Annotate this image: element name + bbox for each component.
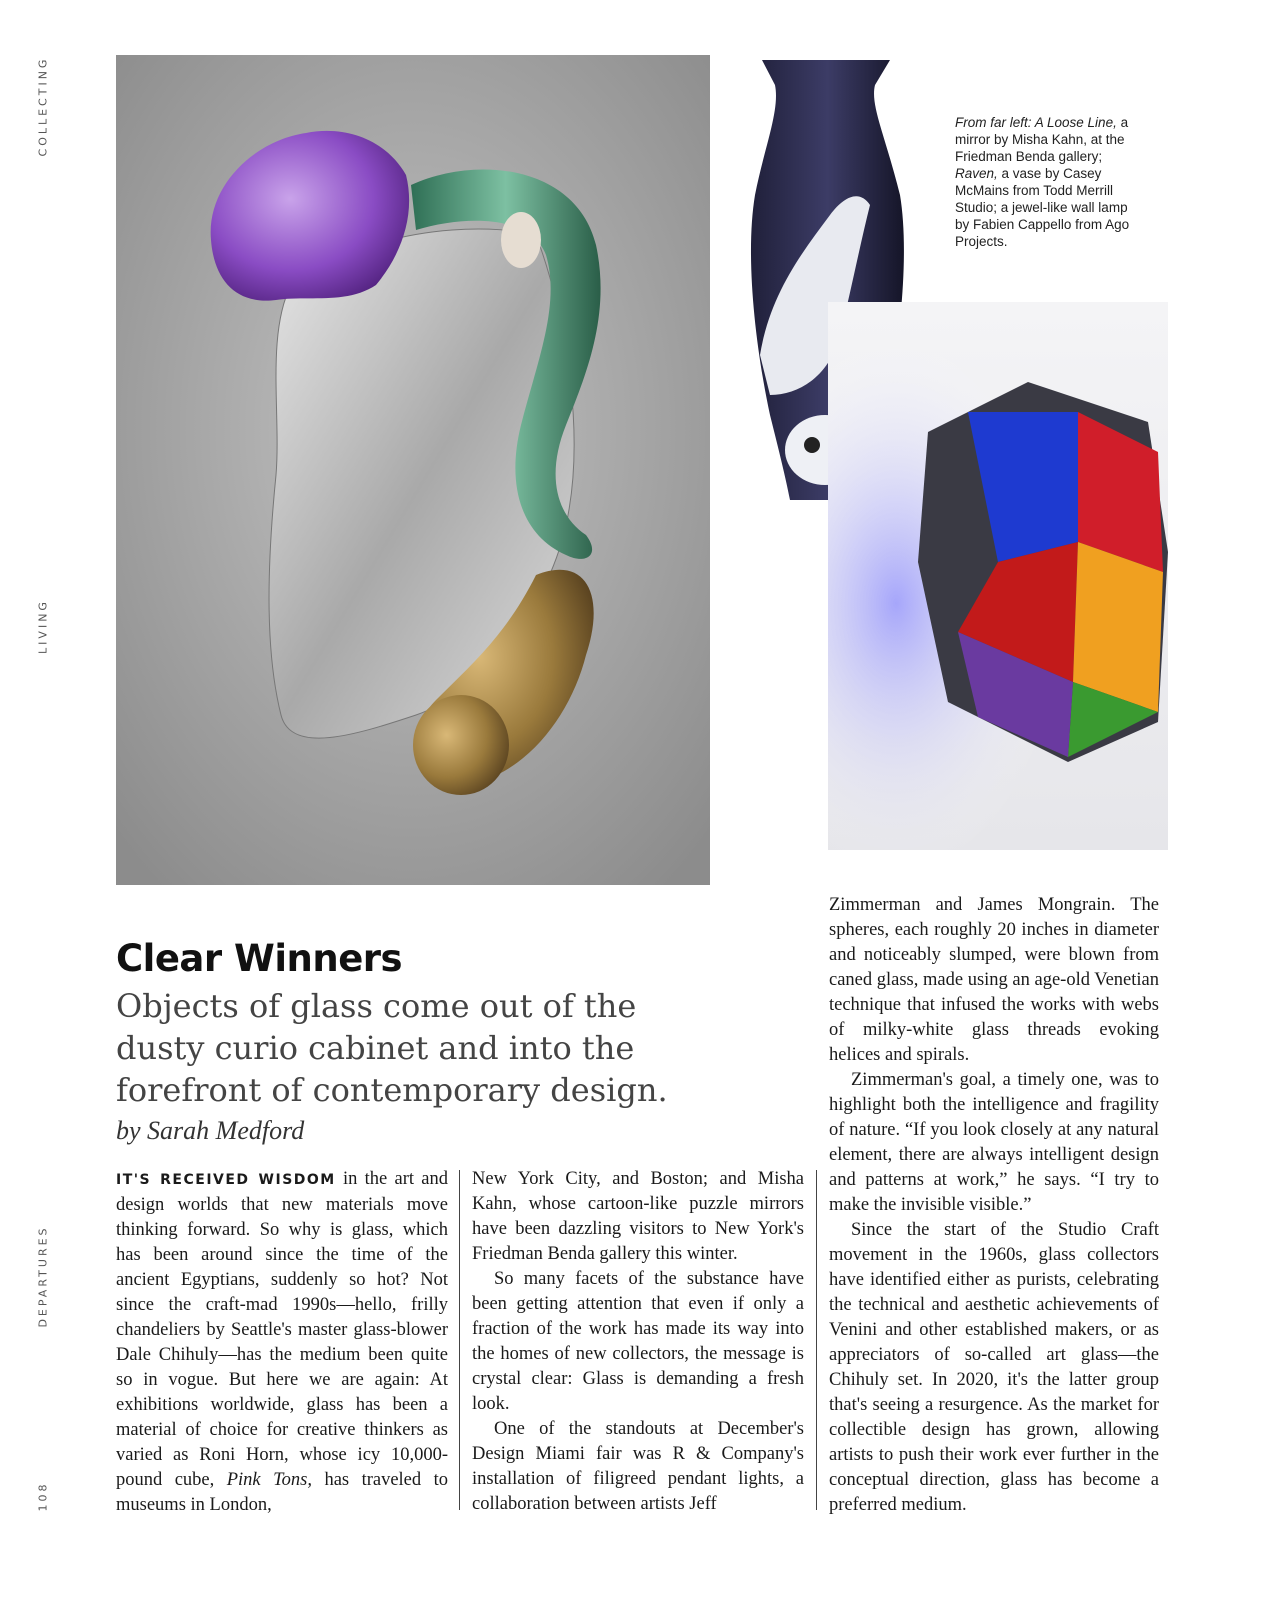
col1-text: in the art and design worlds that new materials move thinking forward. So why is glass, which has been around since the time of the ancient Egyptians, suddenly so hot? Not since the craft-mad 1990s—hello, frilly chandeliers by Seattle's master glass-blower Dale Chihuly—has the medium been quite so in vogue. But here we are again: At exhibitions worldwide, glass has been a material of choice for creative thinkers as varied as Roni Horn, whose icy 10,000-pound cube, (116, 1169, 448, 1490)
col3-paragraph-1: Zimmerman and James Mongrain. The spheres, each roughly 20 inches in diameter and noticeably slumped, were blown from caned glass, made using an age-old Venetian technique that infused the works with webs of milky-white glass threads evoking helices and spirals. (829, 895, 1159, 1065)
col2-paragraph-1: New York City, and Boston; and Misha Kahn, whose cartoon-like puzzle mirrors have been dazzling visitors to New York's Friedman Benda gallery this winter. (472, 1169, 804, 1264)
column-divider (459, 1170, 460, 1510)
col1-italic: Pink Tons, (226, 1470, 312, 1490)
article-column-2 (472, 1167, 804, 1517)
article-column-3 (829, 893, 1159, 1518)
caption-title-1: A Loose Line, (1034, 115, 1117, 130)
lead-in: IT'S RECEIVED WISDOM (116, 1172, 336, 1188)
caption-title-2: Raven, (955, 166, 998, 181)
column-divider (816, 1170, 817, 1510)
photo-caption (955, 114, 1130, 250)
col3-paragraph-2: Zimmerman's goal, a timely one, was to highlight both the intelligence and fragility of nature. “If you look closely at any natural element, there are always intelligent design and patterns at work,” he says. “I try to make the invisible visible.” (829, 1070, 1159, 1215)
col3-paragraph-3: Since the start of the Studio Craft movement in the 1960s, glass collectors have identified either as purists, celebrating the technical and aesthetic achievements of Venini and other established makers, or as appreciators of so-called art glass—the Chihuly set. In 2020, it's the latter group that's seeing a resurgence. As the market for collectible design has grown, allowing artists to push their work ever further in the conceptual direction, glass has become a preferred medium. (829, 1220, 1159, 1515)
section-label-collecting: COLLECTING (36, 56, 50, 157)
page-number: 108 (36, 1481, 50, 1512)
caption-text-1: a mirror by Misha Kahn, at the Friedman Benda gallery; (955, 115, 1129, 164)
caption-text-2: a vase by Casey McMains from Todd Merrill Studio; a jewel-like wall lamp by Fabien Cappello from Ago Projects. (955, 166, 1130, 249)
byline: by Sarah Medford (116, 1116, 305, 1145)
col2-paragraph-3: One of the standouts at December's Design Miami fair was R & Company's installation of filigreed pendant lights, a collaboration between artists Jeff (472, 1419, 804, 1514)
wall-lamp-photo (828, 302, 1168, 850)
caption-intro: From far left: (955, 115, 1035, 130)
article-column-1 (116, 1167, 448, 1518)
publication-label: DEPARTURES (36, 1225, 50, 1328)
dek: Objects of glass come out of the dusty curio cabinet and into the forefront of contemporary design. (116, 987, 668, 1109)
mirror-photo (116, 55, 710, 885)
headline: Clear Winners (116, 937, 403, 980)
col1-text-end: has traveled to museums in London, (116, 1470, 448, 1515)
col2-paragraph-2: So many facets of the substance have been getting attention that even if only a fraction of the work has made its way into the homes of new collectors, the message is crystal clear: Glass is demanding a fresh look. (472, 1269, 804, 1414)
section-label-living: LIVING (36, 599, 50, 654)
